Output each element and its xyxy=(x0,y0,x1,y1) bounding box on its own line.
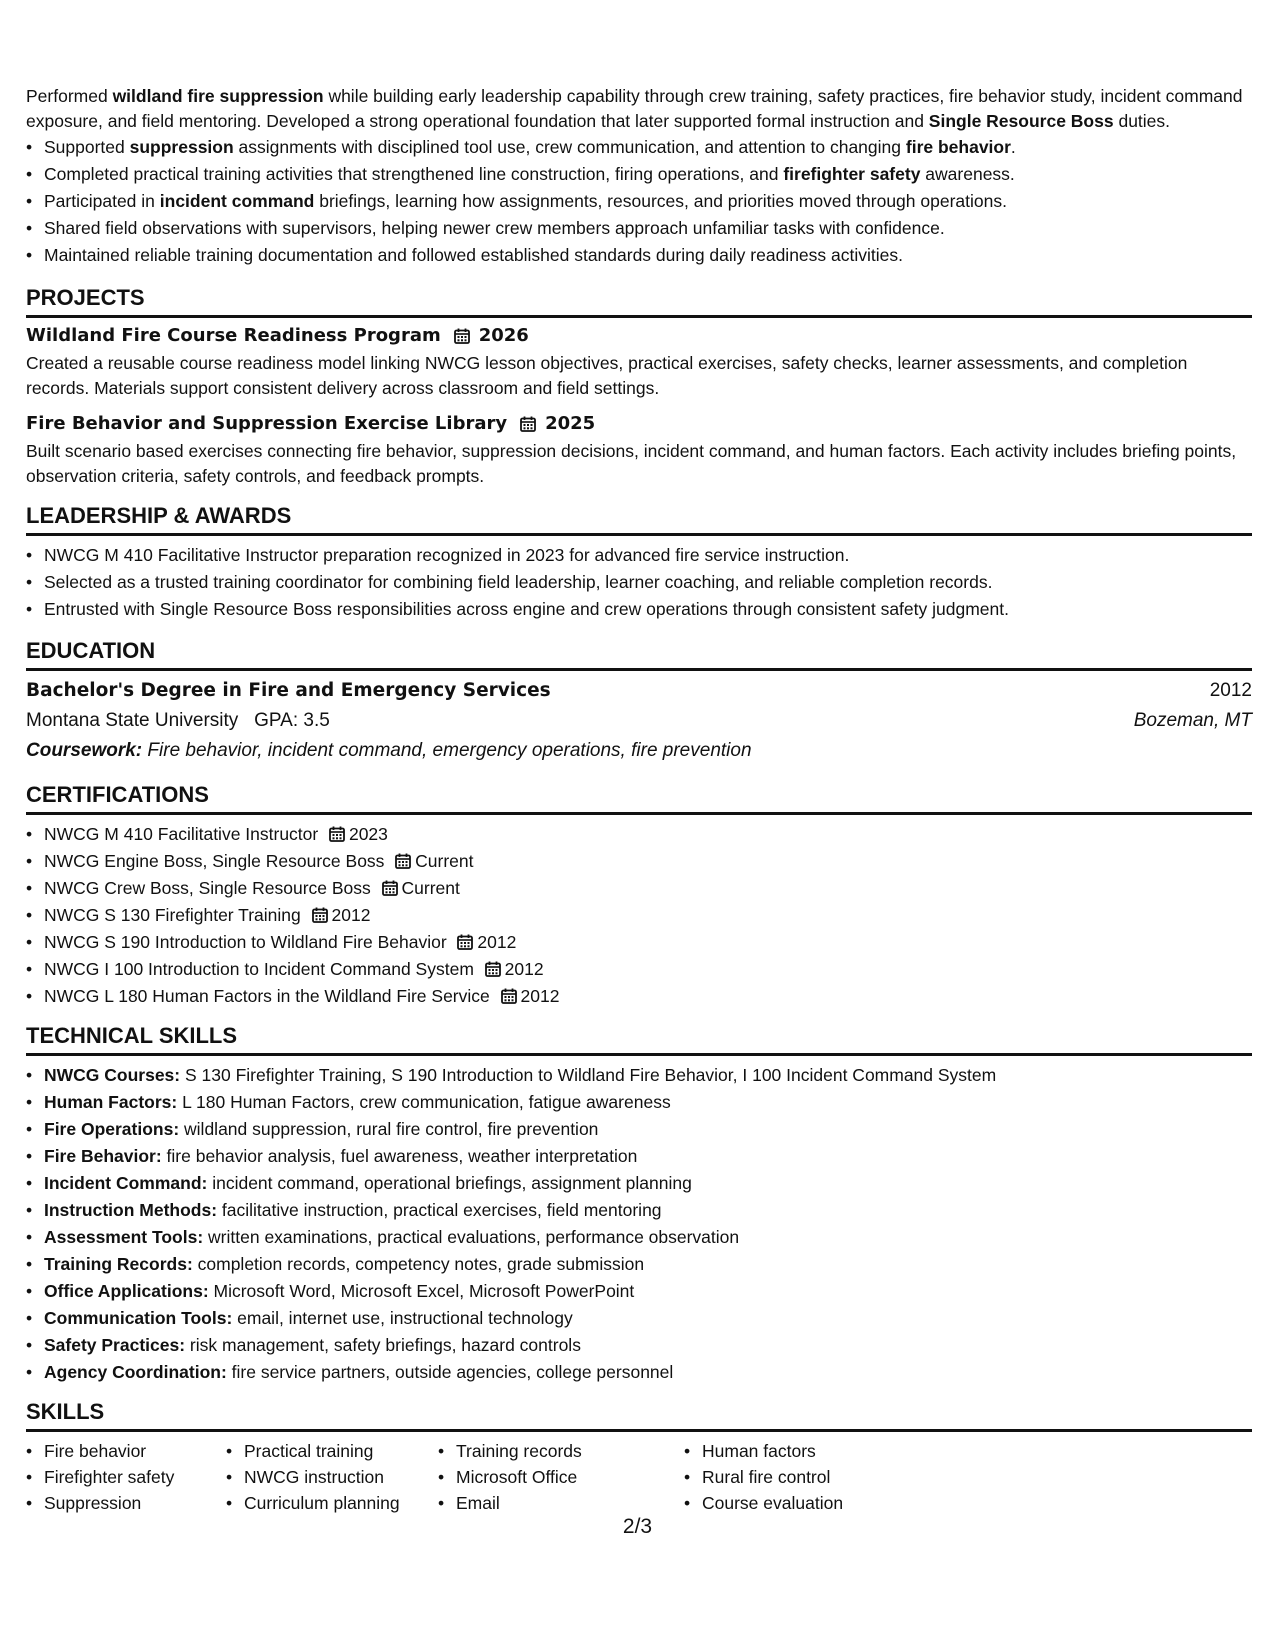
technical-skill-item: • Agency Coordination: fire service partners, outside agencies, college personnel xyxy=(26,1359,1252,1386)
project-year: 2026 xyxy=(478,325,529,346)
leadership-item: • Selected as a trusted training coordinator for combining field leadership, learner coaching, and reliable completion records. xyxy=(26,569,1252,596)
experience-bullets xyxy=(26,134,1252,269)
technical-skill-item: • Fire Behavior: fire behavior analysis, fuel awareness, weather interpretation xyxy=(26,1143,1252,1170)
calendar-icon xyxy=(311,906,329,924)
experience-bullet: • Maintained reliable training documentation and followed established standards during daily readiness activities. xyxy=(26,242,1252,269)
skill-item: • Rural fire control xyxy=(684,1464,904,1490)
resume-page xyxy=(26,84,1252,1516)
technical-skill-item: • Office Applications: Microsoft Word, Microsoft Excel, Microsoft PowerPoint xyxy=(26,1278,1252,1305)
project-title-row xyxy=(26,412,1252,436)
leadership-list xyxy=(26,542,1252,623)
project-year: 2025 xyxy=(545,413,596,434)
technical-skill-item: • NWCG Courses: S 130 Firefighter Training, S 190 Introduction to Wildland Fire Behavior, I 100 Incident Command System xyxy=(26,1062,1252,1089)
calendar-icon xyxy=(456,933,474,951)
certification-item: • NWCG I 100 Introduction to Incident Command System 2012 xyxy=(26,956,1252,983)
experience-bullet: • Supported suppression assignments with disciplined tool use, crew communication, and attention to changing fire behavior. xyxy=(26,134,1252,161)
calendar-icon xyxy=(381,879,399,897)
skill-item: • Practical training xyxy=(226,1438,438,1464)
page-number: 2/3 xyxy=(622,1515,653,1538)
experience-bullet: • Completed practical training activities that strengthened line construction, firing operations, and firefighter safety awareness. xyxy=(26,161,1252,188)
summary-text: Performed xyxy=(26,86,113,106)
summary-text: while building early leadership capability through crew training, safety practices, fire behavior study, incident command exposure, and field mentoring. Developed a strong operational foundation that later supported formal instruction and xyxy=(26,86,1243,131)
experience-bullet: • Participated in incident command briefings, learning how assignments, resources, and priorities moved through operations. xyxy=(26,188,1252,215)
skills-heading: SKILLS xyxy=(26,1398,1252,1432)
coursework xyxy=(26,736,1252,766)
degree-year: 2012 xyxy=(1209,680,1252,701)
skills-column xyxy=(438,1438,684,1516)
project-description: Created a reusable course readiness model linking NWCG lesson objectives, practical exercises, safety checks, learner assessments, and completion records. Materials support consistent delivery across classroom and field settings. xyxy=(26,353,1188,398)
calendar-icon xyxy=(500,987,518,1005)
skill-item: • Human factors xyxy=(684,1438,904,1464)
calendar-icon xyxy=(453,327,471,345)
certification-item: • NWCG M 410 Facilitative Instructor 2023 xyxy=(26,821,1252,848)
technical-skills-heading: TECHNICAL SKILLS xyxy=(26,1022,1252,1056)
school-line xyxy=(26,706,330,736)
skills-column xyxy=(684,1438,904,1516)
skill-item: • Training records xyxy=(438,1438,684,1464)
technical-skill-item: • Human Factors: L 180 Human Factors, crew communication, fatigue awareness xyxy=(26,1089,1252,1116)
project-title: Wildland Fire Course Readiness Program xyxy=(26,325,441,346)
school-location: Bozeman, MT xyxy=(1133,710,1252,731)
project-item xyxy=(26,324,1252,400)
skill-item: • Microsoft Office xyxy=(438,1464,684,1490)
coursework-text: Fire behavior, incident command, emergency operations, fire prevention xyxy=(142,740,752,761)
school-name: Montana State University xyxy=(26,710,239,731)
project-title: Fire Behavior and Suppression Exercise Library xyxy=(26,413,508,434)
skill-item: • Curriculum planning xyxy=(226,1490,438,1516)
technical-skill-item: • Communication Tools: email, internet use, instructional technology xyxy=(26,1305,1252,1332)
leadership-heading: LEADERSHIP & AWARDS xyxy=(26,502,1252,536)
certifications-heading: CERTIFICATIONS xyxy=(26,781,1252,815)
experience-bullet: • Shared field observations with supervisors, helping newer crew members approach unfamiliar tasks with confidence. xyxy=(26,215,1252,242)
skill-item: • NWCG instruction xyxy=(226,1464,438,1490)
skill-item: • Course evaluation xyxy=(684,1490,904,1516)
calendar-icon xyxy=(394,852,412,870)
leadership-item: • NWCG M 410 Facilitative Instructor preparation recognized in 2023 for advanced fire service instruction. xyxy=(26,542,1252,569)
project-item xyxy=(26,412,1252,488)
skill-item: • Firefighter safety xyxy=(26,1464,226,1490)
technical-skill-item: • Incident Command: incident command, operational briefings, assignment planning xyxy=(26,1170,1252,1197)
skill-item: • Email xyxy=(438,1490,684,1516)
calendar-icon xyxy=(484,960,502,978)
degree-title: Bachelor's Degree in Fire and Emergency Services xyxy=(26,680,551,701)
coursework-label: Coursework: xyxy=(26,740,143,761)
skill-item: • Suppression xyxy=(26,1490,226,1516)
leadership-item: • Entrusted with Single Resource Boss responsibilities across engine and crew operations through consistent safety judgment. xyxy=(26,596,1252,623)
project-title-row xyxy=(26,324,1252,348)
certification-item: • NWCG S 130 Firefighter Training 2012 xyxy=(26,902,1252,929)
project-description: Built scenario based exercises connecting fire behavior, suppression decisions, incident command, and human factors. Each activity includes briefing points, observation criteria, safety controls, and feedback prompts. xyxy=(26,441,1237,486)
certifications-list xyxy=(26,821,1252,1010)
technical-skill-item: • Safety Practices: risk management, safety briefings, hazard controls xyxy=(26,1332,1252,1359)
technical-skill-item: • Instruction Methods: facilitative instruction, practical exercises, field mentoring xyxy=(26,1197,1252,1224)
calendar-icon xyxy=(519,415,537,433)
summary-text: duties. xyxy=(1113,110,1171,131)
technical-skills-list xyxy=(26,1062,1252,1386)
projects-heading: PROJECTS xyxy=(26,284,1252,318)
certification-item: • NWCG Engine Boss, Single Resource Boss Current xyxy=(26,848,1252,875)
technical-skill-item: • Assessment Tools: written examinations, practical evaluations, performance observation xyxy=(26,1224,1252,1251)
skills-columns xyxy=(26,1438,1252,1516)
education-heading: EDUCATION xyxy=(26,637,1252,671)
certification-item: • NWCG Crew Boss, Single Resource Boss Current xyxy=(26,875,1252,902)
skill-item: • Fire behavior xyxy=(26,1438,226,1464)
skills-column xyxy=(26,1438,226,1516)
technical-skill-item: • Training Records: completion records, competency notes, grade submission xyxy=(26,1251,1252,1278)
technical-skill-item: • Fire Operations: wildland suppression, rural fire control, fire prevention xyxy=(26,1116,1252,1143)
skills-column xyxy=(226,1438,438,1516)
experience-summary xyxy=(26,84,1252,133)
calendar-icon xyxy=(328,825,346,843)
summary-bold: wildland fire suppression xyxy=(112,86,324,106)
certification-item: • NWCG S 190 Introduction to Wildland Fire Behavior 2012 xyxy=(26,929,1252,956)
gpa: GPA: 3.5 xyxy=(254,710,330,731)
certification-item: • NWCG L 180 Human Factors in the Wildland Fire Service 2012 xyxy=(26,983,1252,1010)
education-entry xyxy=(26,676,1252,766)
summary-bold: Single Resource Boss xyxy=(928,110,1114,131)
